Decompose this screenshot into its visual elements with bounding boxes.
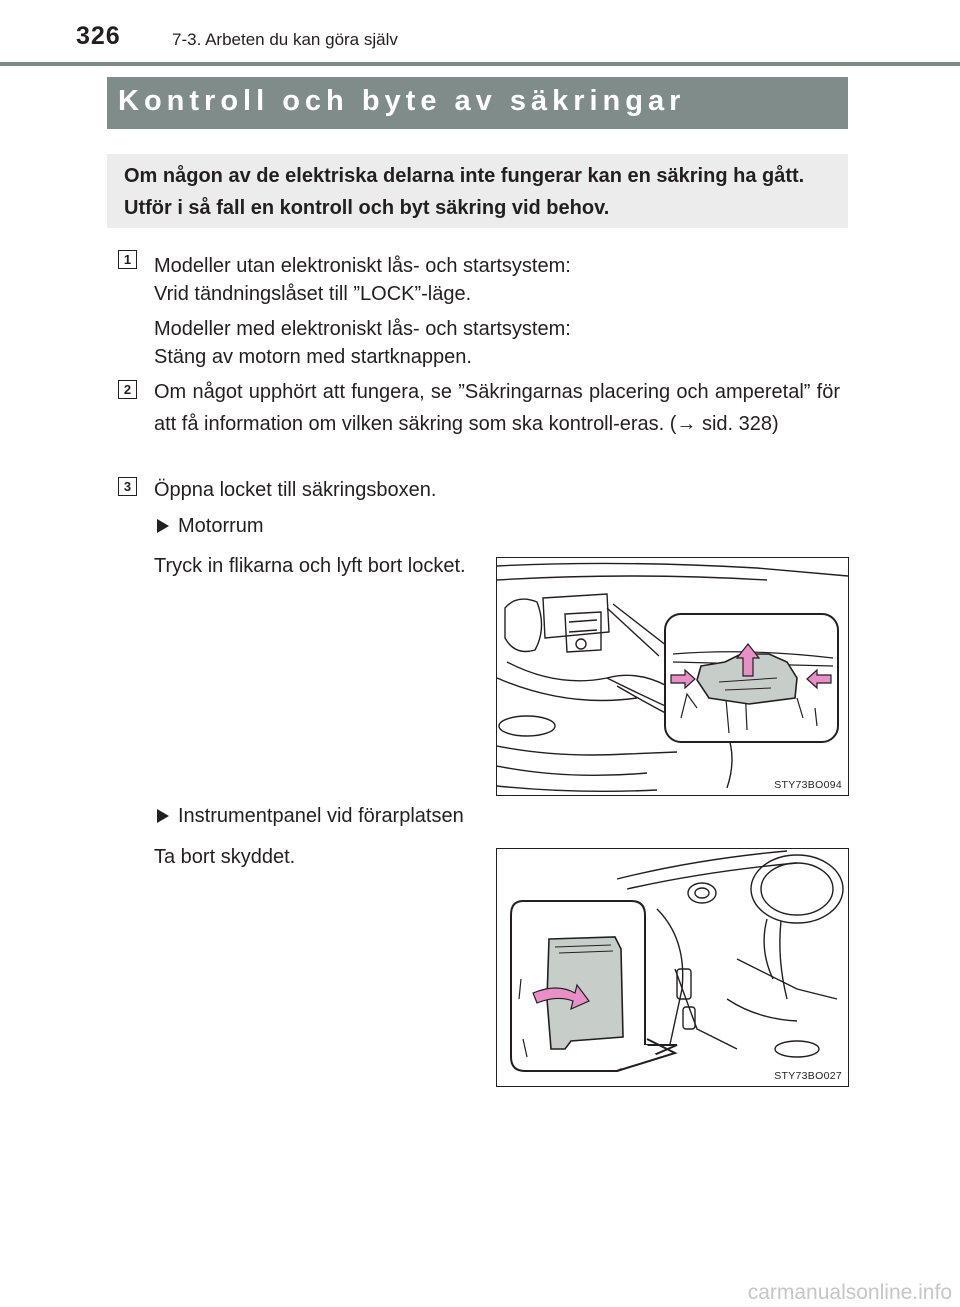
subsection-engine-instruction: Tryck in flikarna och lyft bort locket.: [154, 555, 466, 577]
figure-code: STY73BO094: [774, 779, 842, 791]
step-1-text-1b: Vrid tändningslåset till ”LOCK”-läge.: [154, 283, 472, 305]
bullet-triangle-icon: [156, 518, 170, 534]
intro-text: Om någon av de elektriska delarna inte fungerar kan en säkring ha gått. Utför i så fall en kontroll och byt säkring vid behov.: [124, 165, 805, 219]
step-1-text-2b: Stäng av motorn med startknappen.: [154, 346, 472, 368]
engine-fusebox-figure: [496, 557, 849, 796]
step-2-badge: 2: [118, 380, 137, 399]
engine-compartment-illustration: [497, 558, 848, 795]
bullet-triangle-icon: [156, 808, 170, 824]
step-3-badge: 3: [118, 477, 137, 496]
step-1-text-1a: Modeller utan elektroniskt lås- och startsystem:: [154, 255, 571, 277]
figure-code: STY73BO027: [774, 1070, 842, 1082]
watermark: carmanualsonline.info: [747, 1281, 952, 1304]
subsection-dashboard-instruction: Ta bort skyddet.: [154, 846, 296, 868]
page-title: Kontroll och byte av säkringar: [118, 85, 686, 117]
step-2-text: Om något upphört att fungera, se ”Säkringarnas placering och amperetal” för att få information om vilken säkring som ska kontroll-eras. (→ sid. 328): [154, 381, 840, 435]
step-1-badge: 1: [118, 250, 137, 269]
subsection-dashboard-heading: Instrumentpanel vid förarplatsen: [178, 805, 464, 827]
page-number: 326: [76, 22, 121, 50]
section-reference: 7-3. Arbeten du kan göra själv: [172, 30, 398, 49]
step-3-text: Öppna locket till säkringsboxen.: [154, 479, 437, 501]
dashboard-fusebox-figure: [496, 848, 849, 1087]
step-1-text-2a: Modeller med elektroniskt lås- och startsystem:: [154, 318, 571, 340]
subsection-engine-heading: Motorrum: [178, 515, 264, 537]
header-divider: [0, 62, 960, 66]
dashboard-illustration: [497, 849, 848, 1086]
